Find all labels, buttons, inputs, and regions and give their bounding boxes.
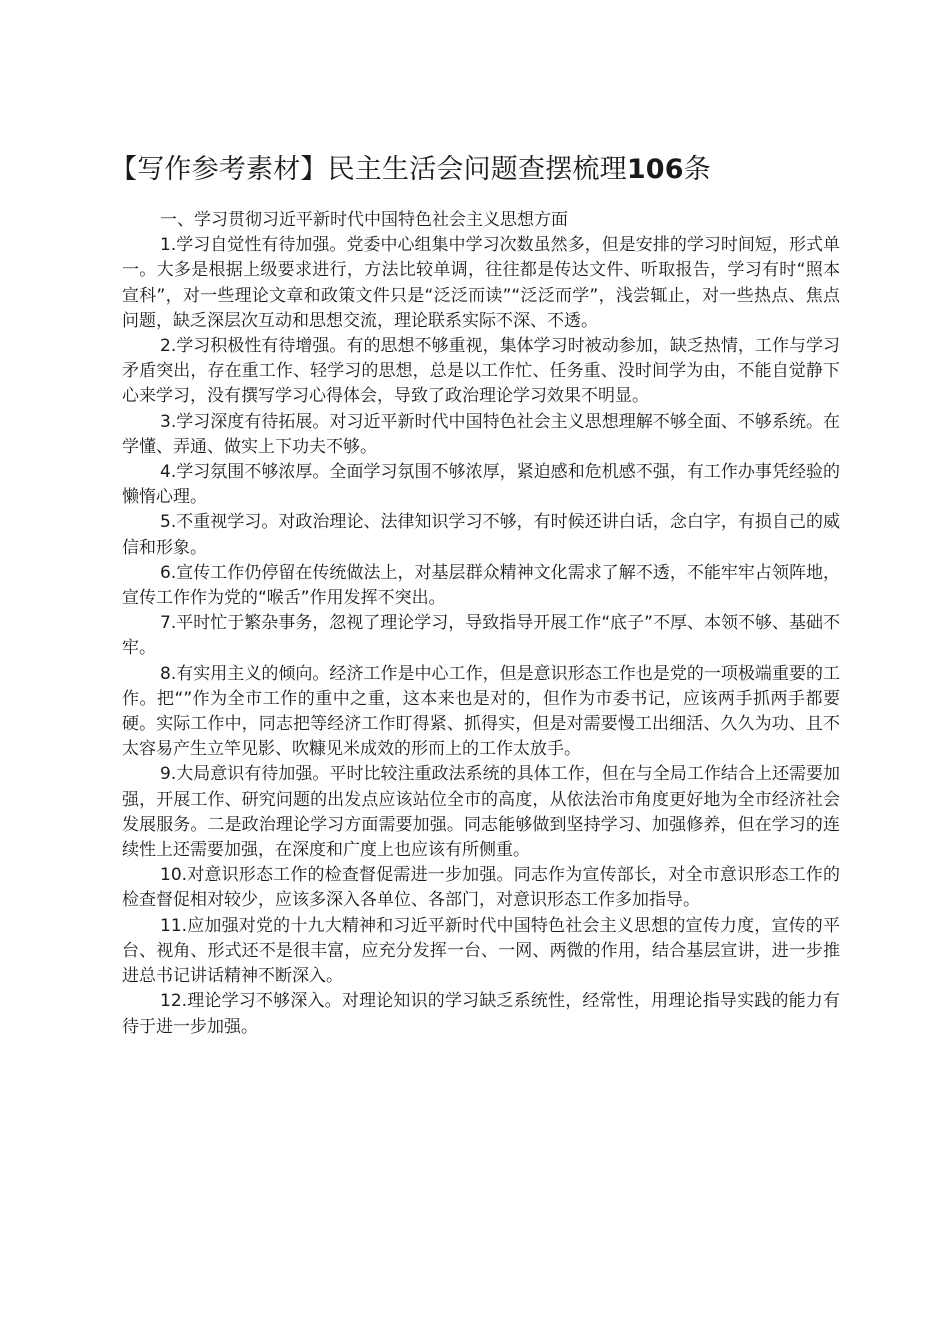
list-item: 8.有实用主义的倾向。经济工作是中心工作，但是意识形态工作也是党的一项极端重要的工作。把“”作为全市工作的重中之重，这本来也是对的，但作为市委书记，应该两手抓两手都要硬。实际工作中，同志把等经济工作盯得紧、抓得实，但是对需要慢工出细活、久久为功、且不太容易产生立竿见影、吹糠见米成效的形而上的工作太放手。 [122, 663, 840, 760]
list-item: 6.宣传工作仍停留在传统做法上，对基层群众精神文化需求了解不透，不能牢牢占领阵地，宣传工作作为党的“喉舌”作用发挥不突出。 [122, 562, 840, 609]
section-heading: 一、学习贯彻习近平新时代中国特色社会主义思想方面 [160, 210, 568, 230]
title-number: 106 [626, 154, 684, 185]
list-item: 9.大局意识有待加强。平时比较注重政法系统的具体工作，但在与全局工作结合上还需要加强，开展工作、研究问题的出发点应该站位全市的高度，从依法治市角度更好地为全市经济社会发展服务。二是政治理论学习方面需要加强。同志能够做到坚持学习、加强修养，但在学习的连续性上还需要加强，在深度和广度上也应该有所侧重。 [122, 764, 840, 861]
document-title [110, 150, 850, 190]
list-item: 1.学习自觉性有待加强。党委中心组集中学习次数虽然多，但是安排的学习时间短，形式单一。大多是根据上级要求进行，方法比较单调，往往都是传达文件、听取报告，学习有时“照本宣科”，对一些理论文章和政策文件只是“泛泛而读”“泛泛而学”，浅尝辄止，对一些热点、焦点问题，缺乏深层次互动和思想交流，理论联系实际不深、不透。 [122, 235, 840, 331]
list-item: 11.应加强对党的十九大精神和习近平新时代中国特色社会主义思想的宣传力度，宣传的平台、视角、形式还不是很丰富，应充分发挥一台、一网、两微的作用，结合基层宣讲，进一步推进总书记讲话精神不断深入。 [122, 915, 840, 987]
list-item: 3.学习深度有待拓展。对习近平新时代中国特色社会主义思想理解不够全面、不够系统。在学懂、弄通、做实上下功夫不够。 [122, 411, 840, 457]
list-item: 2.学习积极性有待增强。有的思想不够重视，集体学习时被动参加，缺乏热情，工作与学习矛盾突出，存在重工作、轻学习的思想，总是以工作忙、任务重、没时间学为由，不能自觉静下心来学习，没有撰写学习心得体会，导致了政治理论学习效果不明显。 [122, 336, 840, 407]
title-suffix: 条 [683, 154, 711, 185]
document-body [122, 208, 840, 1040]
list-item: 7.平时忙于繁杂事务，忽视了理论学习，导致指导开展工作“底子”不厚、本领不够、基础不牢。 [122, 613, 840, 659]
list-item: 4.学习氛围不够浓厚。全面学习氛围不够浓厚，紧迫感和危机感不强，有工作办事凭经验的懒惰心理。 [122, 462, 840, 508]
list-item: 10.对意识形态工作的检查督促需进一步加强。同志作为宣传部长，对全市意识形态工作的检查督促相对较少，应该多深入各单位、各部门，对意识形态工作多加指导。 [122, 865, 840, 911]
title-prefix: 【写作参考素材】民主生活会问题查摆梳理 [110, 154, 627, 185]
list-item: 12.理论学习不够深入。对理论知识的学习缺乏系统性，经常性，用理论指导实践的能力有待于进一步加强。 [122, 991, 840, 1037]
list-item: 5.不重视学习。对政治理论、法律知识学习不够，有时候还讲白话，念白字，有损自己的威信和形象。 [122, 512, 840, 558]
